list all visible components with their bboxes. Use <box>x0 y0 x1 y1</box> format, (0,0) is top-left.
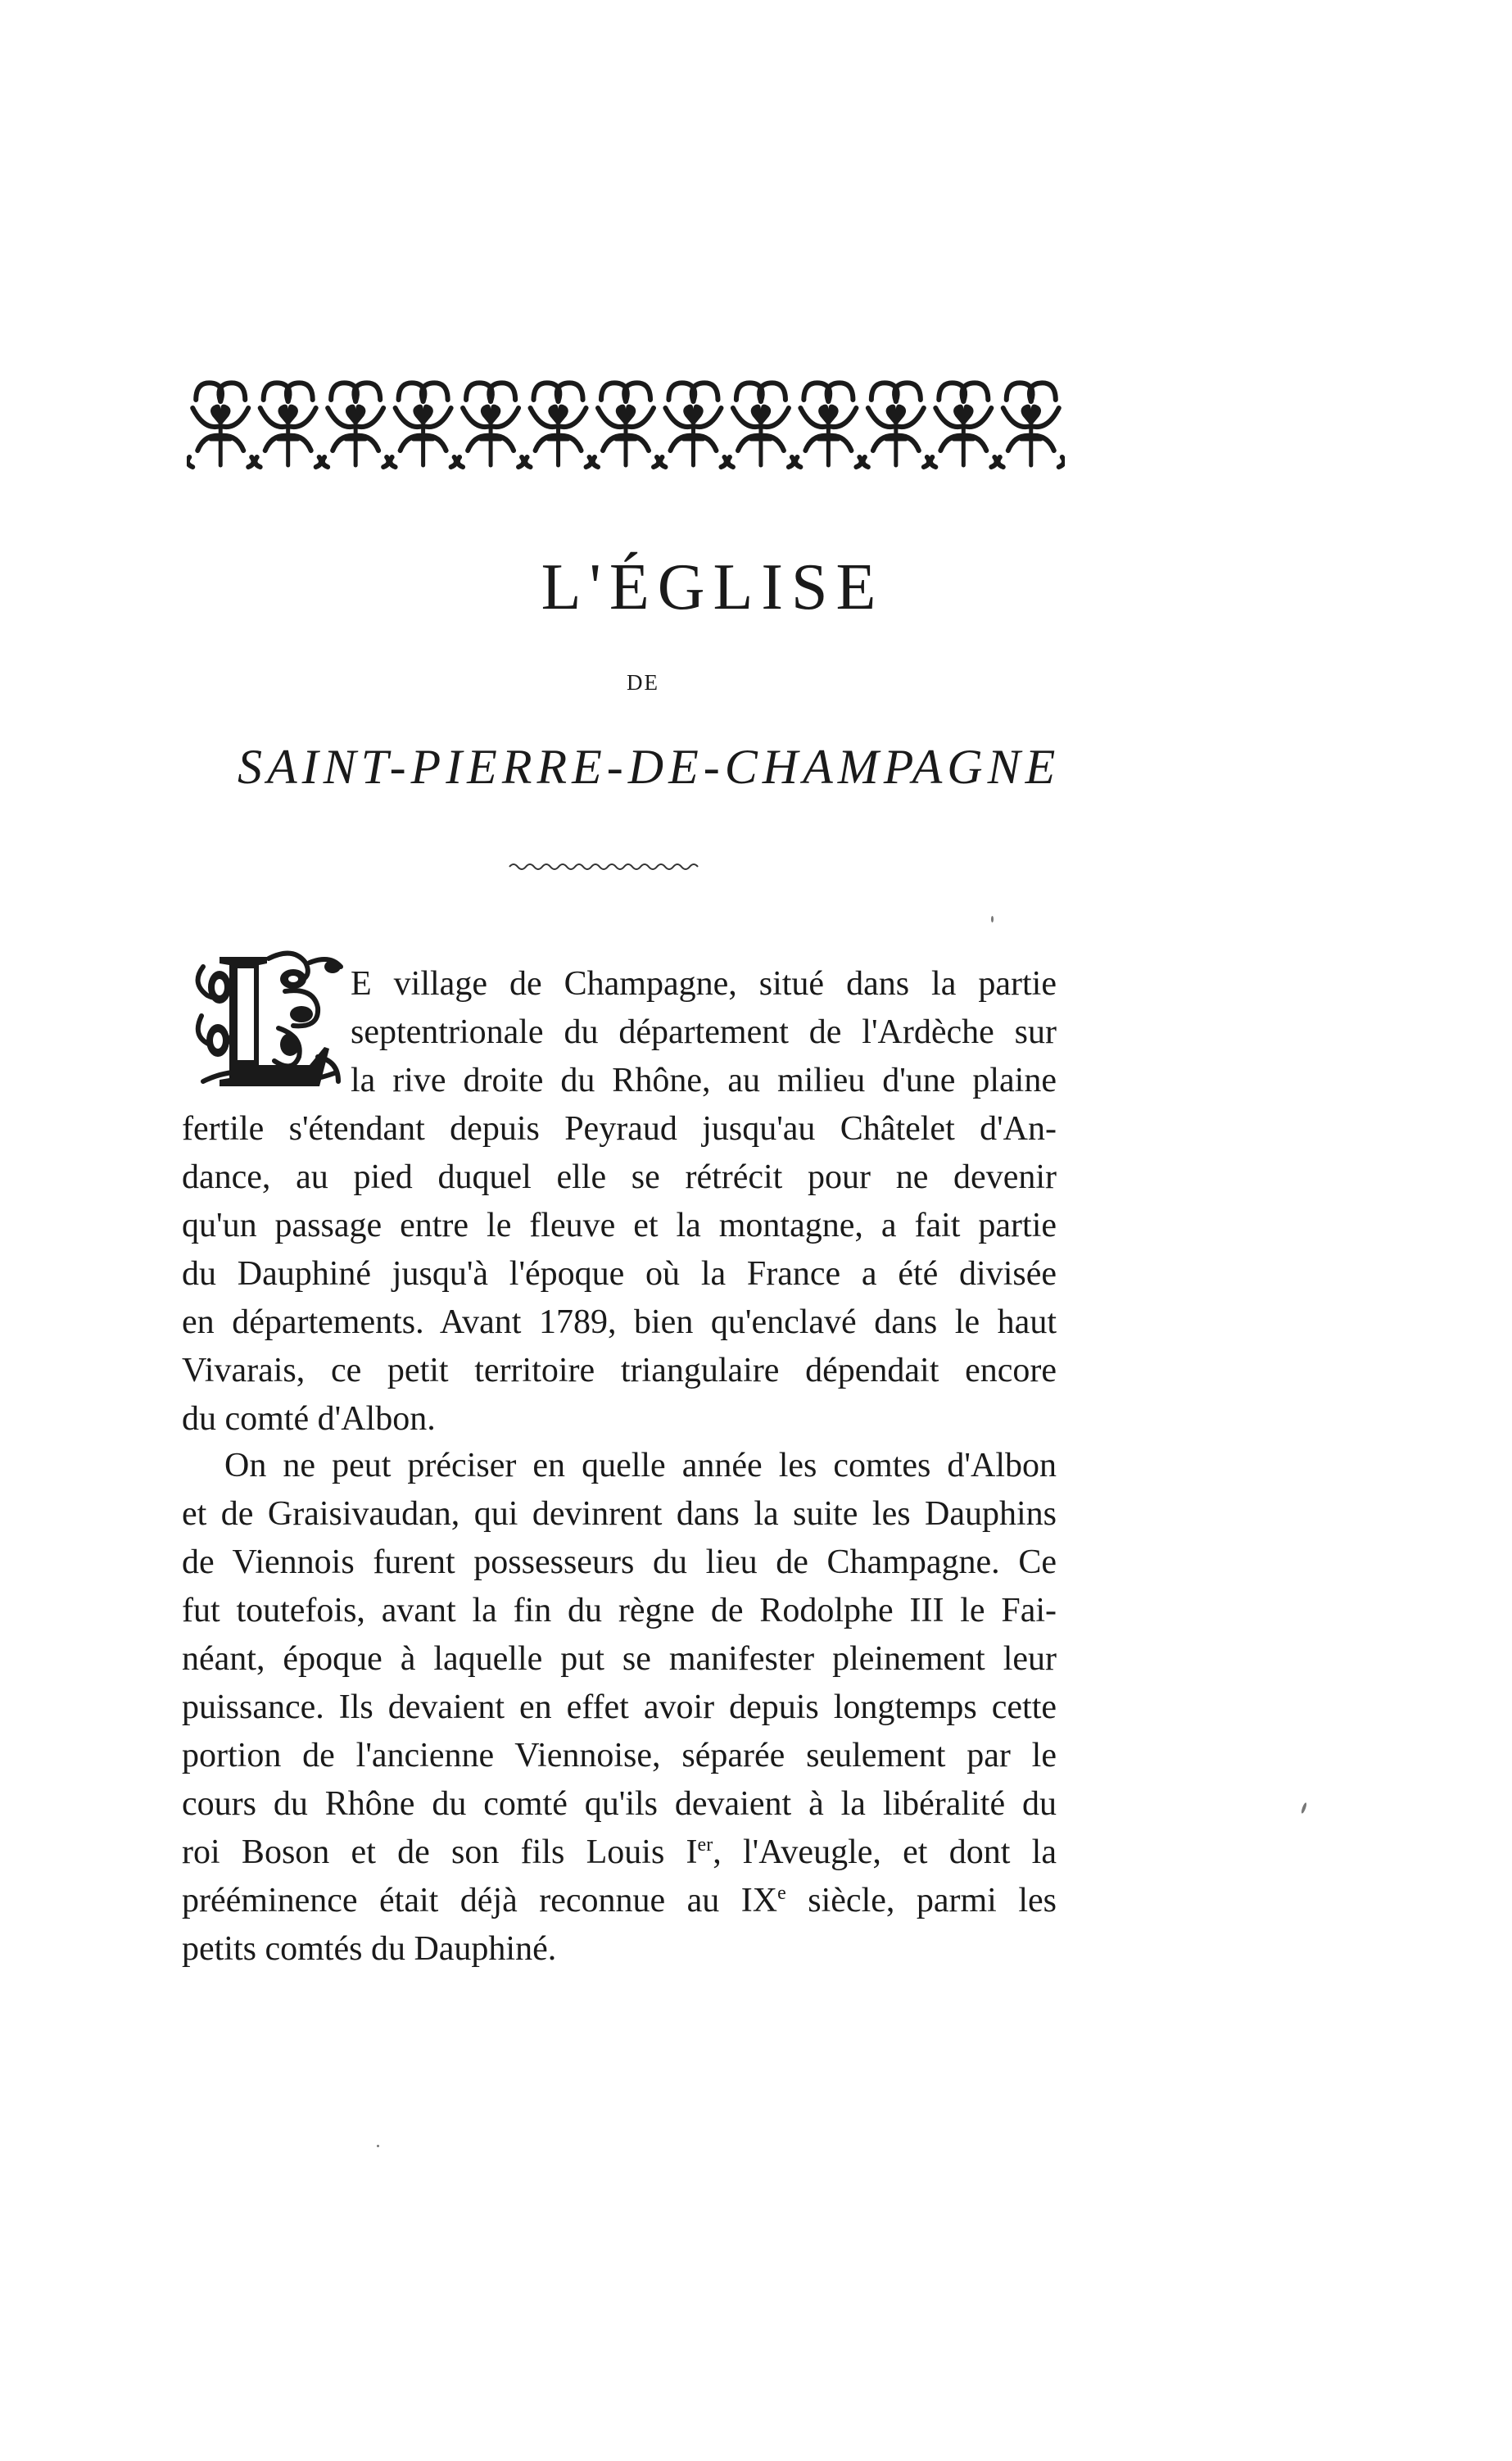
text-line: en départements. Avant 1789, bien qu'enclavé dans le haut <box>182 1303 1057 1341</box>
text-fragment: prééminence était déjà reconnue au IX <box>182 1882 778 1919</box>
text-line: qu'un passage entre le fleuve et la montagne, a fait partie <box>182 1207 1057 1244</box>
text-line: du comté d'Albon. <box>182 1400 436 1438</box>
ornamental-initial-L-icon <box>187 942 346 1094</box>
headband-motif <box>795 383 862 467</box>
text-line: et de Graisivaudan, qui devinrent dans la suite les Dauphins <box>182 1495 1057 1533</box>
headband-motif <box>525 383 591 467</box>
headband-motif <box>390 383 455 467</box>
paragraph-1 <box>182 1105 1057 1444</box>
headband-motif <box>323 383 389 467</box>
ornamental-headband <box>187 375 1065 474</box>
text-line: fut toutefois, avant la fin du règne de Rodolphe III le Fai- <box>182 1592 1057 1629</box>
text-line: dance, au pied duquel elle se rétrécit pour ne devenir <box>182 1158 1057 1196</box>
text-line: E village de Champagne, situé dans la partie <box>351 965 1057 1003</box>
text-fragment: siècle, parmi les <box>785 1882 1057 1919</box>
text-line-with-superscript <box>182 1829 1057 1877</box>
headband-motif <box>593 383 659 467</box>
text-line: la rive droite du Rhône, au milieu d'une plaine <box>351 1062 1057 1099</box>
text-line: de Viennois furent possesseurs du lieu de Champagne. Ce <box>182 1543 1057 1581</box>
text-line: néant, époque à laquelle put se manifester pleinement leur <box>182 1640 1057 1678</box>
text-line: petits comtés du Dauphiné. <box>182 1930 557 1968</box>
text-line-with-superscript <box>182 1877 1057 1925</box>
text-line: portion de l'ancienne Viennoise, séparée seulement par le <box>182 1737 1057 1774</box>
paragraph-2 <box>182 1442 1057 1974</box>
page-title <box>0 551 1294 625</box>
wavy-rule-ornament <box>508 859 704 875</box>
text-line: cours du Rhône du comté qu'ils devaient à la libéralité du <box>182 1785 1057 1823</box>
text-fragment: , l'Aveugle, et dont la <box>713 1833 1057 1871</box>
headband-motif <box>728 383 794 467</box>
text-line: fertile s'étendant depuis Peyraud jusqu'au Châtelet d'An- <box>182 1110 1057 1148</box>
superscript: e <box>777 1883 786 1904</box>
text-line: puissance. Ils devaient en effet avoir depuis longtemps cette <box>182 1688 1057 1726</box>
page-title-text: L'ÉGLISE <box>541 551 885 623</box>
text-line: du Dauphiné jusqu'à l'époque où la France a été divisée <box>182 1255 1057 1293</box>
scan-speck <box>377 2145 379 2147</box>
scan-speck <box>1301 1802 1308 1815</box>
headband-motif <box>863 383 930 467</box>
text-line: On ne peut préciser en quelle année les comtes d'Albon <box>224 1447 1057 1484</box>
headband-motif <box>660 383 727 467</box>
headband-motif <box>930 383 997 467</box>
page-subtitle: SAINT-PIERRE-DE-CHAMPAGNE <box>238 740 1061 794</box>
headband-motif <box>998 383 1065 467</box>
headband-motif <box>458 383 524 467</box>
superscript: er <box>697 1834 713 1856</box>
text-line: septentrionale du département de l'Ardèche sur <box>351 1013 1057 1051</box>
scan-speck <box>991 916 994 922</box>
title-connector: DE <box>627 670 659 695</box>
text-fragment: roi Boson et de son fils Louis I <box>182 1833 698 1871</box>
headband-motif <box>255 383 321 467</box>
paragraph-1-opening <box>351 960 1057 1105</box>
text-line: Vivarais, ce petit territoire triangulaire dépendait encore <box>182 1352 1057 1389</box>
headband-motif <box>188 383 254 467</box>
